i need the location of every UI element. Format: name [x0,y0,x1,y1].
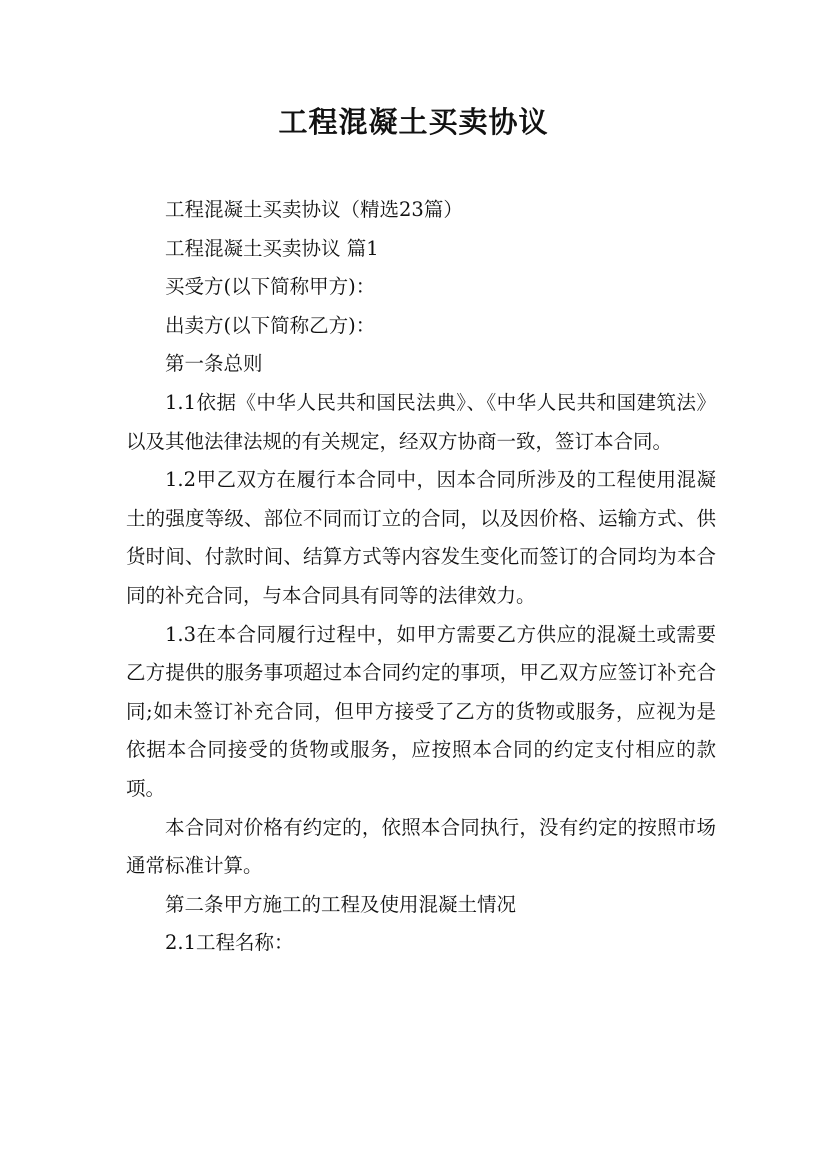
paragraph-buyer: 买受方(以下简称甲方)： [165,275,376,299]
paragraph-seller: 出卖方(以下简称乙方)： [165,313,376,337]
paragraph-clause-2-1: 2.1工程名称： [165,931,294,955]
paragraph-clause-1-3: 1.3在本合同履行过程中，如甲方需要乙方供应的混凝土或需要乙方提供的服务事项超过本合同约定的事项，甲乙双方应签订补充合同;如未签订补充合同，但甲方接受了乙方的货物或服务，应视为是依据本合同接受的货物或服务，应按照本合同的约定支付相应的款项。 [126,622,716,800]
paragraph-article-1-heading: 第一条总则 [165,352,263,376]
paragraph-subtitle: 工程混凝土买卖协议（精选23篇） [165,198,463,221]
document-title: 工程混凝土买卖协议 [278,105,549,139]
paragraph-price-clause: 本合同对价格有约定的，依照本合同执行，没有约定的按照市场通常标准计算。 [126,815,716,878]
document-body [126,191,716,963]
paragraph-clause-1-1: 1.1依据《中华人民共和国民法典》、《中华人民共和国建筑法》以及其他法律法规的有关规定，经双方协商一致，签订本合同。 [126,390,716,453]
paragraph-section-heading: 工程混凝土买卖协议 篇1 [165,236,379,260]
paragraph-clause-1-2: 1.2甲乙双方在履行本合同中，因本合同所涉及的工程使用混凝土的强度等级、部位不同而订立的合同，以及因价格、运输方式、供货时间、付款时间、结算方式等内容发生变化而签订的合同均为本合同的补充合同，与本合同具有同等的法律效力。 [126,468,716,607]
paragraph-article-2-heading: 第二条甲方施工的工程及使用混凝土情况 [165,892,517,916]
